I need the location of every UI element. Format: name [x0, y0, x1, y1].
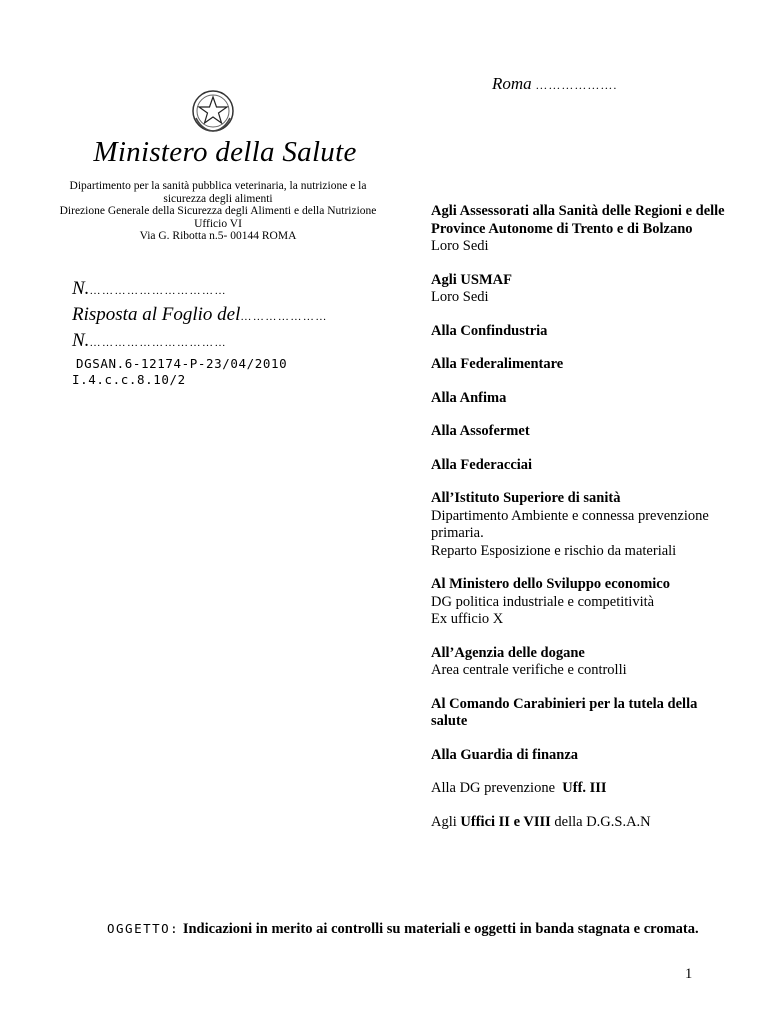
recipient-name: Alla Anfima — [431, 389, 507, 406]
recipient-name: Alla Guardia di finanza — [431, 746, 579, 763]
recipient-name: Al Comando Carabinieri per la tutela della salute — [431, 695, 698, 729]
subject-label: OGGETTO: — [107, 921, 180, 936]
recipient-detail: Reparto Esposizione e rischio da materiali — [431, 542, 677, 559]
italian-republic-emblem-icon — [190, 88, 236, 134]
recipients-list — [431, 203, 731, 847]
department-address — [48, 180, 388, 243]
recipient-entry — [431, 390, 731, 408]
department-line: Dipartimento per la sanità pubblica veterinaria, la nutrizione e la — [69, 180, 367, 192]
place-label: Roma — [492, 74, 532, 93]
protocol-number-line — [72, 278, 227, 300]
recipient-entry — [431, 323, 731, 341]
protocol-number-label: N. — [72, 278, 90, 299]
recipient-entry — [431, 780, 731, 798]
recipient-detail: Dipartimento Ambiente e connessa prevenzione primaria. — [431, 507, 709, 541]
classification-code: I.4.c.c.8.10/2 — [72, 372, 186, 387]
department-line: Ufficio VI — [194, 217, 242, 230]
protocol-number-dots: …………………………… — [89, 285, 227, 297]
reply-reference-label: Risposta al Foglio del — [72, 304, 241, 325]
recipient-detail: Loro Sedi — [431, 238, 489, 254]
recipient-entry — [431, 423, 731, 441]
recipient-name: Alla Confindustria — [431, 322, 548, 339]
recipient-entry — [431, 203, 731, 256]
recipient-office: Uff. III — [562, 780, 607, 796]
protocol-number-2-dots: …………………………… — [89, 337, 227, 349]
recipient-name: All’Agenzia delle dogane — [431, 644, 585, 661]
recipient-entry — [431, 814, 731, 832]
recipient-name: Agli USMAF — [431, 271, 512, 288]
recipient-entry — [431, 457, 731, 475]
recipient-prefix: Agli — [431, 813, 457, 830]
recipient-name: Alla Federalimentare — [431, 356, 564, 372]
protocol-code: DGSAN.6-12174-P-23/04/2010 — [76, 356, 288, 371]
recipient-name: Al Ministero dello Sviluppo economico — [431, 576, 670, 592]
subject-text: Indicazioni in merito ai controlli su materiali e oggetti in banda stagnata e cromata. — [182, 921, 699, 937]
recipient-name: Alla Assofermet — [431, 423, 530, 439]
recipient-entry — [431, 576, 731, 629]
recipient-name: All’Istituto Superiore di sanità — [431, 490, 621, 506]
department-line: Direzione Generale della Sicurezza degli Alimenti e della Nutrizione — [59, 205, 377, 217]
protocol-number-2-line — [72, 330, 227, 352]
recipient-detail: Area centrale verifiche e controlli — [431, 662, 627, 678]
recipient-office: Uffici II e VIII — [460, 813, 551, 830]
reply-reference-dots: ………………… — [240, 311, 328, 323]
subject-block — [47, 920, 699, 938]
recipient-name: Agli Assessorati alla Sanità delle Regioni e delle Province Autonome di Trento e di Bolzano — [431, 203, 725, 237]
ministry-title: Ministero della Salute — [93, 136, 357, 168]
recipient-suffix: della D.G.S.A.N — [554, 813, 651, 830]
department-line: Via G. Ribotta n.5- 00144 ROMA — [139, 230, 297, 242]
recipient-prefix: Alla DG prevenzione — [431, 780, 556, 796]
recipient-detail: Ex ufficio X — [431, 611, 504, 627]
recipient-detail: DG politica industriale e competitività — [431, 593, 655, 610]
protocol-number-2-label: N. — [72, 330, 90, 351]
recipient-entry — [431, 490, 731, 560]
recipient-detail: Loro Sedi — [431, 289, 489, 305]
recipient-name: Alla Federacciai — [431, 456, 533, 473]
page-number: 1 — [685, 966, 693, 982]
recipient-entry — [431, 272, 731, 307]
reply-reference-line — [72, 304, 328, 326]
department-line: sicurezza degli alimenti — [163, 192, 273, 205]
recipient-entry — [431, 696, 731, 731]
date-placeholder-dots: ………………. — [535, 78, 618, 92]
recipient-entry — [431, 747, 731, 765]
recipient-entry — [431, 645, 731, 680]
place-date-line — [492, 74, 617, 94]
recipient-entry — [431, 356, 731, 374]
